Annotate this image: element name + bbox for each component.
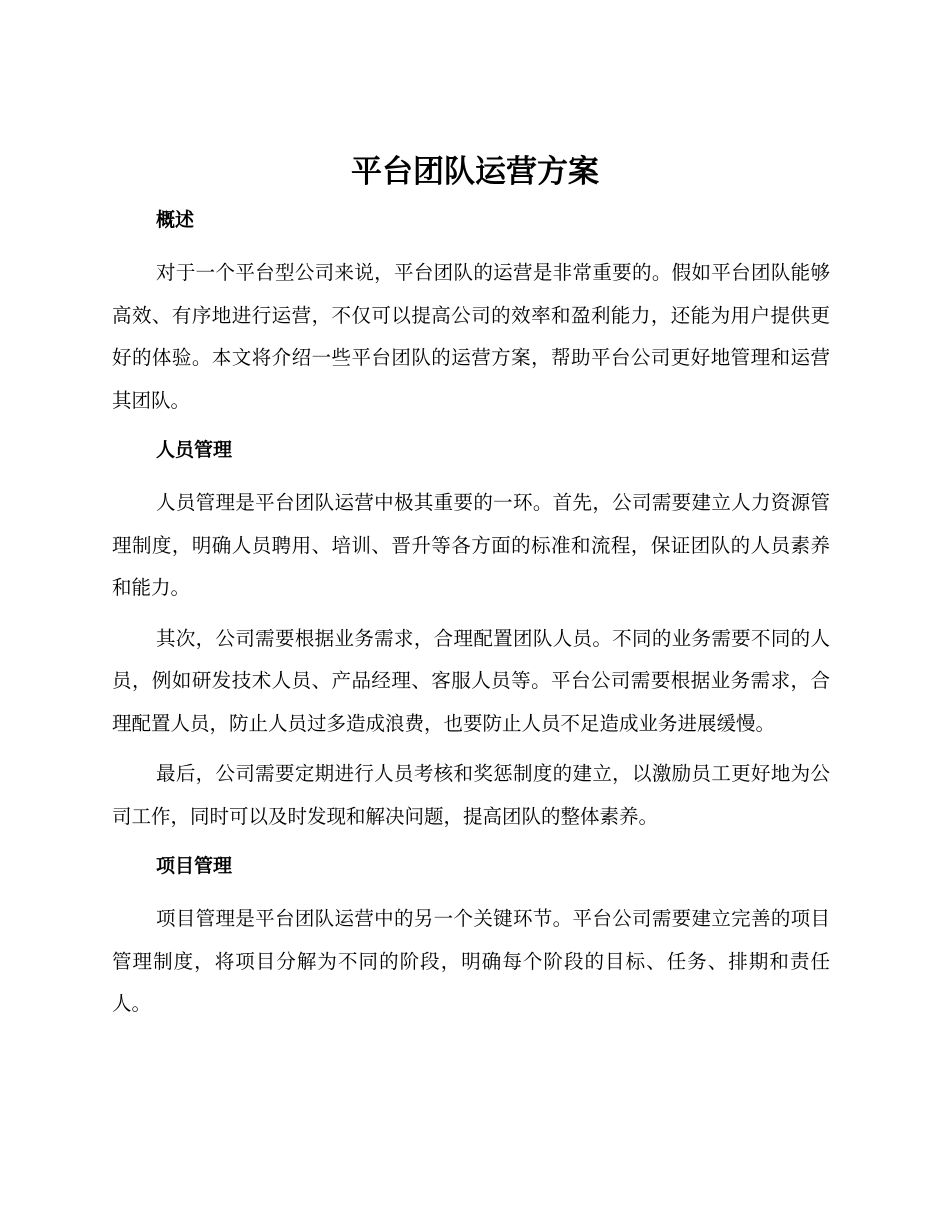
paragraph: 其次，公司需要根据业务需求，合理配置团队人员。不同的业务需要不同的人员，例如研发技术人员、产品经理、客服人员等。平台公司需要根据业务需求，合理配置人员，防止人员过多造成浪费，也要防止人员不足造成业务进展缓慢。 bbox=[112, 626, 830, 735]
paragraph: 对于一个平台型公司来说，平台团队的运营是非常重要的。假如平台团队能够高效、有序地进行运营，不仅可以提高公司的效率和盈利能力，还能为用户提供更好的体验。本文将介绍一些平台团队的运营方案，帮助平台公司更好地管理和运营其团队。 bbox=[112, 261, 830, 412]
paragraph: 最后，公司需要定期进行人员考核和奖惩制度的建立，以激励员工更好地为公司工作，同时可以及时发现和解决问题，提高团队的整体素养。 bbox=[112, 762, 830, 828]
document-body bbox=[112, 200, 830, 1026]
section-heading-project: 项目管理 bbox=[156, 855, 233, 877]
paragraph: 人员管理是平台团队运营中极其重要的一环。首先，公司需要建立人力资源管理制度，明确人员聘用、培训、晋升等各方面的标准和流程，保证团队的人员素养和能力。 bbox=[112, 491, 830, 599]
section-heading-overview: 概述 bbox=[156, 209, 195, 231]
section-overview bbox=[112, 200, 830, 430]
paragraph: 项目管理是平台团队运营中的另一个关键环节。平台公司需要建立完善的项目管理制度，将项目分解为不同的阶段，明确每个阶段的目标、任务、排期和责任人。 bbox=[112, 907, 830, 1015]
section-personnel bbox=[112, 430, 830, 846]
section-heading-personnel: 人员管理 bbox=[156, 439, 233, 461]
document-title: 平台团队运营方案 bbox=[351, 154, 599, 190]
section-project bbox=[112, 846, 830, 1026]
